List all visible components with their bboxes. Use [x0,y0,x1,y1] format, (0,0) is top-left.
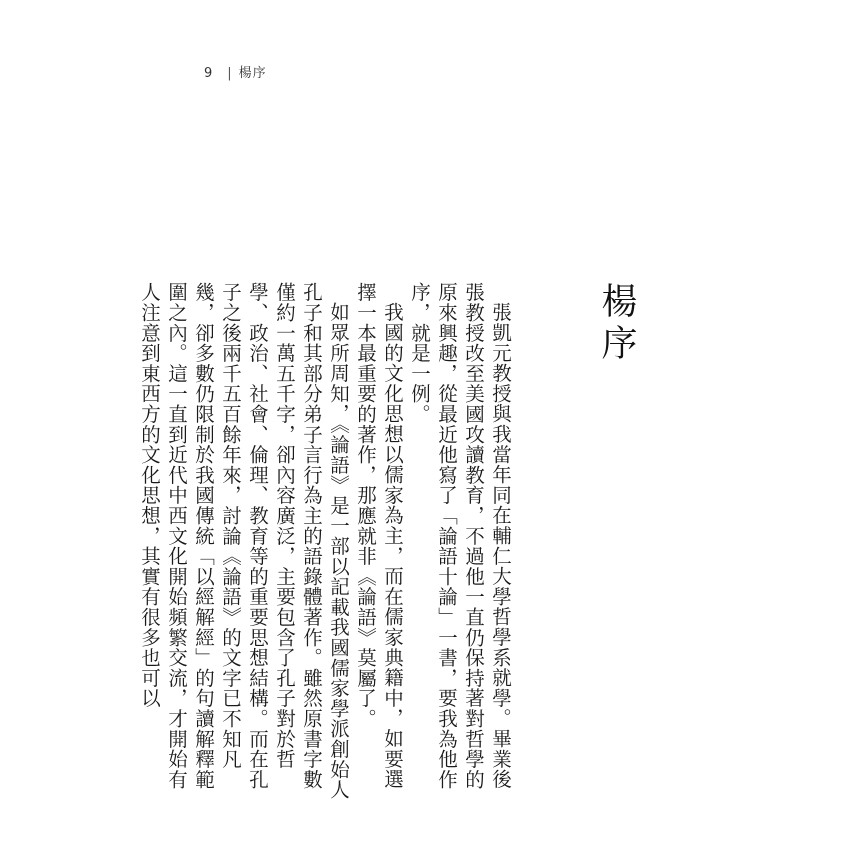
page-number: 9 [204,66,214,81]
header-separator: | [227,66,233,81]
chapter-title: 楊序 [596,282,637,366]
running-header [204,62,267,81]
paragraph: 張凱元教授與我當年同在輔仁大學哲學系就學。畢業後張教授改至美國攻讀教育，不過他一直仍保持著對哲學的原來興趣，從最近他寫了「論語十論」一書，要我為他作序，就是一例。 [408,282,512,790]
running-header-title: 楊序 [238,66,267,81]
body-text [138,282,514,802]
paragraph: 如眾所周知，《論語》是一部以記載我國儒家學派創始人孔子和其部分弟子言行為主的語錄體著作。雖然原書字數僅約一萬五千字，卻內容廣泛，主要包含了孔子對於哲學、政治、社會、倫理、教育等的重要思想結構。而在孔子之後兩千五百餘年來，討論《論語》的文字已不知凡幾，卻多數仍限制於我國傳統「以經解經」的句讀解釋範圍之內。這一直到近代中西文化開始頻繁交流，才開始有人注意到東西方的文化思想，其實有很多也可以 [138,282,350,800]
paragraph: 我國的文化思想以儒家為主，而在儒家典籍中，如要選擇一本最重要的著作，那應就非《論語》莫屬了。 [354,282,404,789]
